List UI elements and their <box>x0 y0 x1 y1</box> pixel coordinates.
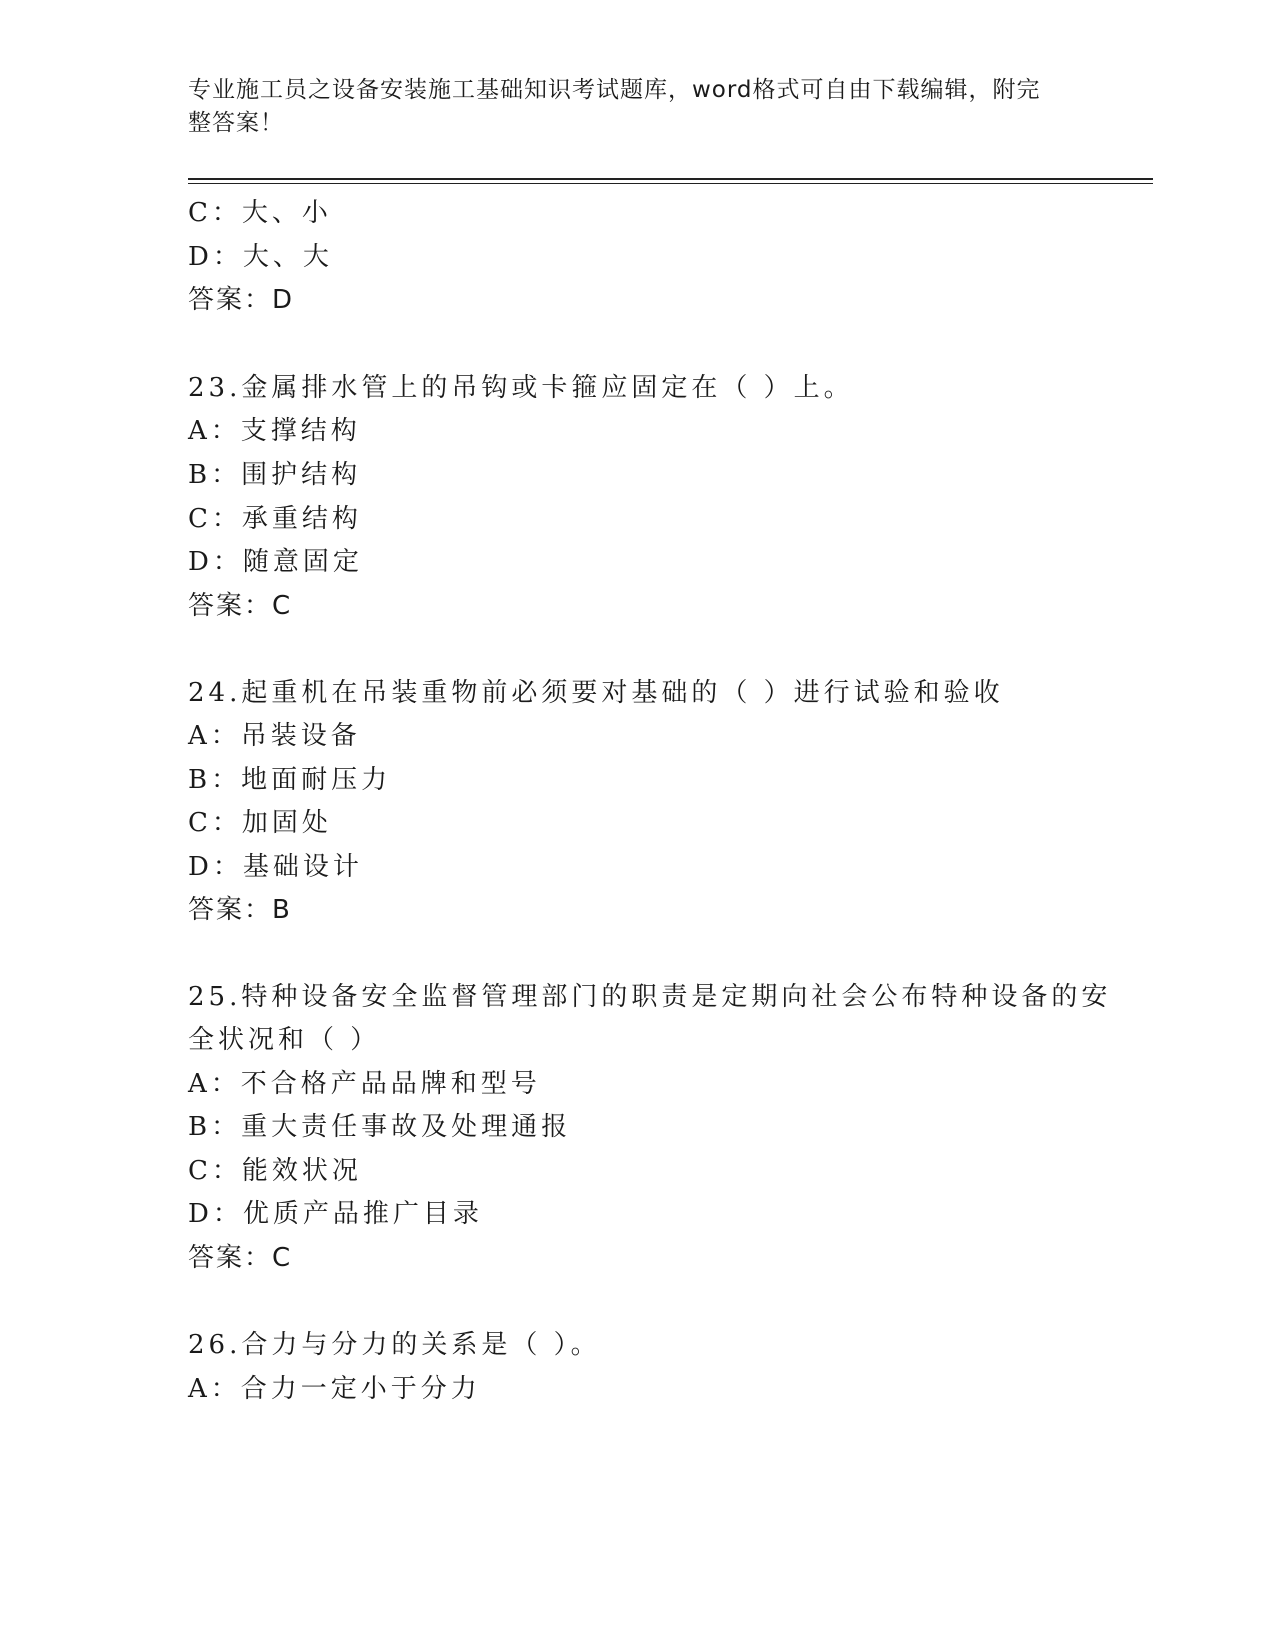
q25-stem-line-1: 25.特种设备安全监督管理部门的职责是定期向社会公布特种设备的安 <box>188 982 1112 1012</box>
q24-option-a: A：吊装设备 <box>188 721 361 751</box>
prev-option-c: C：大、小 <box>188 198 332 228</box>
q23-answer: 答案：C <box>188 591 293 621</box>
q24-option-b: B：地面耐压力 <box>188 765 392 795</box>
prev-option-d: D：大、大 <box>188 242 333 272</box>
q24-answer: 答案：B <box>188 895 292 925</box>
q25-stem-line-2: 全状况和（ ） <box>188 1025 381 1055</box>
prev-answer: 答案：D <box>188 285 295 315</box>
q24-option-c: C：加固处 <box>188 808 332 838</box>
q23-option-d: D：随意固定 <box>188 547 363 577</box>
q26-stem: 26.合力与分力的关系是（ ）。 <box>188 1330 601 1360</box>
q25-option-d: D：优质产品推广目录 <box>188 1199 483 1229</box>
header-line-2: 整答案！ <box>188 110 284 136</box>
q25-option-c: C：能效状况 <box>188 1156 362 1186</box>
q26-option-a: A：合力一定小于分力 <box>188 1374 481 1404</box>
q25-option-b: B：重大责任事故及处理通报 <box>188 1112 572 1142</box>
document-header <box>188 74 1088 140</box>
q24-stem: 24.起重机在吊装重物前必须要对基础的（ ）进行试验和验收 <box>188 678 1004 708</box>
header-divider-top <box>188 178 1153 180</box>
q25-option-a: A：不合格产品品牌和型号 <box>188 1069 541 1099</box>
header-divider-bottom <box>188 183 1153 184</box>
q23-option-a: A：支撑结构 <box>188 416 361 446</box>
q23-stem: 23.金属排水管上的吊钩或卡箍应固定在（ ）上。 <box>188 373 854 403</box>
q24-option-d: D：基础设计 <box>188 852 363 882</box>
header-line-1: 专业施工员之设备安装施工基础知识考试题库，word格式可自由下载编辑，附完 <box>188 77 1041 103</box>
q23-option-b: B：围护结构 <box>188 460 362 490</box>
q25-answer: 答案：C <box>188 1243 293 1273</box>
q23-option-c: C：承重结构 <box>188 504 362 534</box>
